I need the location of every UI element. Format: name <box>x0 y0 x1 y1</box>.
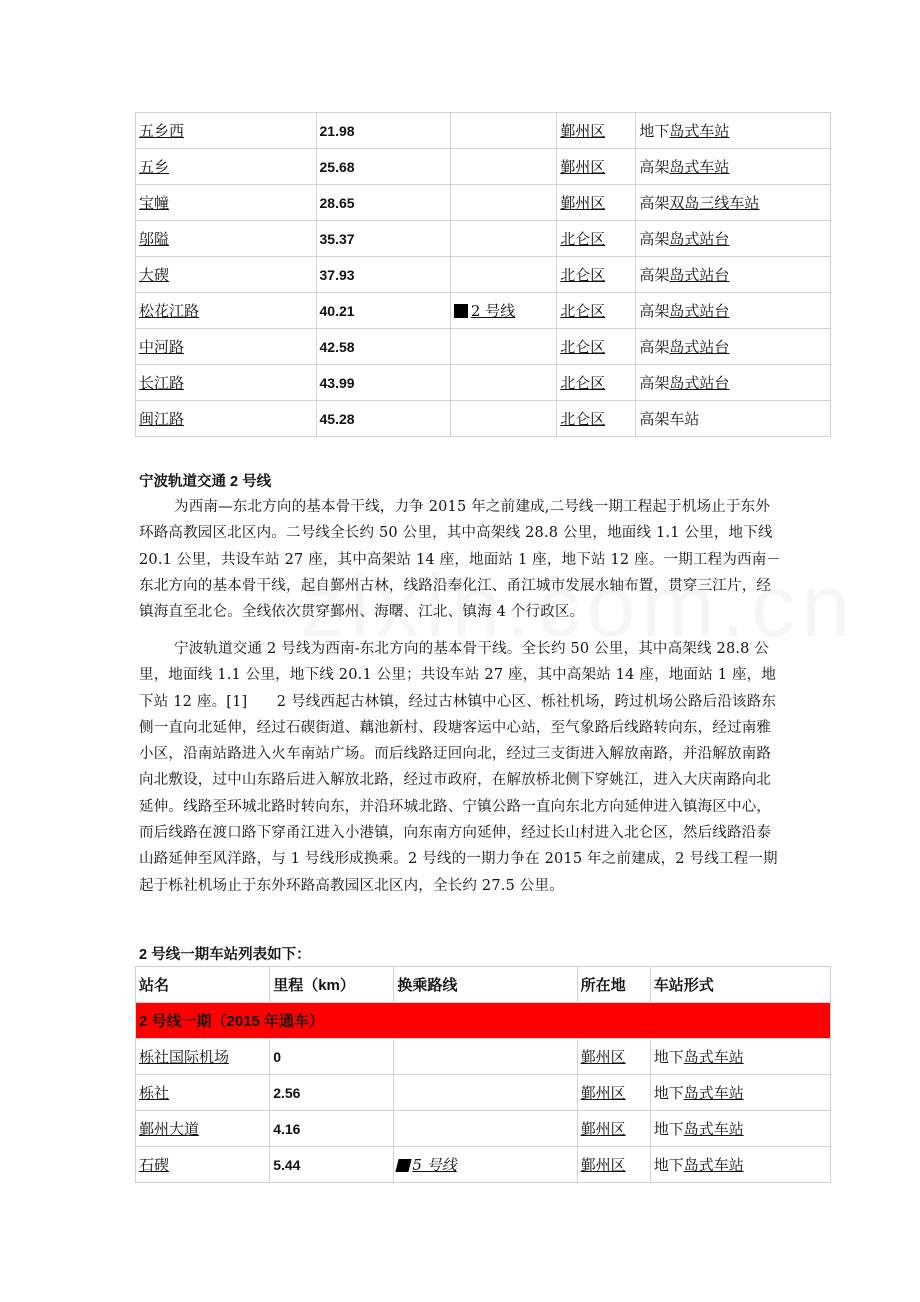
col-header-km: 里程（km） <box>270 967 394 1003</box>
table-row <box>136 365 831 401</box>
mileage-cell: 40.21 <box>316 293 450 329</box>
station-name-link[interactable]: 栎社 <box>139 1084 170 1102</box>
station-form-prefix: 高架 <box>639 194 670 212</box>
district-link[interactable]: 鄞州区 <box>560 194 606 212</box>
table-row <box>136 257 831 293</box>
station-name-link[interactable]: 邬隘 <box>139 230 170 248</box>
table-row <box>136 221 831 257</box>
mileage-cell: 35.37 <box>316 221 450 257</box>
transfer-cell <box>450 329 556 365</box>
mileage-cell: 25.68 <box>316 149 450 185</box>
transfer-line-link[interactable]: 2 号线 <box>470 302 516 320</box>
transfer-line-link[interactable]: 5 号线 <box>412 1156 457 1174</box>
station-form-link[interactable]: 岛式车站 <box>669 158 730 176</box>
station-name-cell <box>136 149 317 185</box>
district-link[interactable]: 鄞州区 <box>580 1120 626 1138</box>
transfer-cell <box>450 401 556 437</box>
station-name-cell <box>136 1147 270 1183</box>
table-row <box>136 149 831 185</box>
transfer-cell <box>394 1075 577 1111</box>
station-form-prefix: 地下 <box>653 1048 684 1066</box>
station-name-link[interactable]: 鄞州大道 <box>139 1120 200 1138</box>
district-cell <box>577 1075 650 1111</box>
section-heading-line2: 宁波轨道交通 2 号线 <box>139 474 272 490</box>
station-name-link[interactable]: 五乡西 <box>139 122 185 140</box>
station-name-cell <box>136 1075 270 1111</box>
station-name-link[interactable]: 宝幢 <box>139 194 170 212</box>
station-form-link[interactable]: 岛式站台 <box>669 266 730 284</box>
district-cell <box>557 329 636 365</box>
station-form-link[interactable]: 岛式站台 <box>669 302 730 320</box>
station-name-link[interactable]: 闽江路 <box>139 410 185 428</box>
station-name-link[interactable]: 栎社国际机场 <box>139 1048 230 1066</box>
table-row <box>136 329 831 365</box>
station-name-link[interactable]: 石碶 <box>139 1156 170 1174</box>
station-form-cell <box>636 113 831 149</box>
station-form-cell <box>636 149 831 185</box>
mileage-cell: 42.58 <box>316 329 450 365</box>
station-name-cell <box>136 1111 270 1147</box>
mileage-cell: 0 <box>270 1039 394 1075</box>
station-form-cell <box>636 185 831 221</box>
district-cell <box>577 1039 650 1075</box>
station-form-link[interactable]: 岛式车站 <box>683 1120 744 1138</box>
station-form-cell <box>636 329 831 365</box>
mileage-cell: 43.99 <box>316 365 450 401</box>
transfer-cell <box>450 365 556 401</box>
station-name-cell <box>136 257 317 293</box>
station-form-prefix: 高架 <box>639 230 670 248</box>
transfer-cell <box>450 221 556 257</box>
station-form-link[interactable]: 岛式车站 <box>669 122 730 140</box>
station-name-cell <box>136 401 317 437</box>
col-header-name: 站名 <box>136 967 270 1003</box>
paragraph-intro: 为西南—东北方向的基本骨干线，力争 2015 年之前建成,二号线一期工程起于机场止于东外环路高教园区北区内。二号线全长约 50 公里，其中高架线 28.8 公里，地面线 1.1 公里，地下线 20.1 公里，共设车站 27 座，其中高架站 14 座，地面站 1 座，地下站 12 座。一期工程为西南－东北方向的基本骨干线，起自鄞州古林，线路沿奉化江、甬江城市发展水轴布置，贯穿三江片，经镇海直至北仑。全线依次贯穿鄞州、海曙、江北、镇海 4 个行政区。 <box>139 499 782 621</box>
district-cell <box>557 185 636 221</box>
station-form-cell <box>650 1039 830 1075</box>
station-form-cell <box>636 221 831 257</box>
station-name-link[interactable]: 长江路 <box>139 374 185 392</box>
station-name-cell <box>136 185 317 221</box>
col-header-form: 车站形式 <box>650 967 830 1003</box>
station-form-prefix: 高架 <box>639 374 670 392</box>
station-name-link[interactable]: 中河路 <box>139 338 185 356</box>
table-row <box>136 185 831 221</box>
station-list-heading: 2 号线一期车站列表如下： <box>139 947 311 963</box>
district-link[interactable]: 北仑区 <box>560 230 606 248</box>
station-form-link[interactable]: 岛式车站 <box>683 1048 744 1066</box>
station-form-cell <box>650 1075 830 1111</box>
station-form-link[interactable]: 双岛三线车站 <box>669 194 760 212</box>
transfer-cell <box>450 113 556 149</box>
paragraph-detail: 宁波轨道交通 2 号线为西南-东北方向的基本骨干线。全长约 50 公里，其中高架线 28.8 公里，地面线 1.1 公里，地下线 20.1 公里；共设车站 27 座，其中高架站 14 座，地面站 1 座，地下站 12 座。[1] 2 号线西起古林镇，经过古林镇中心区、栎社机场，跨过机场公路后沿该路东侧一直向北延伸，经过石碶街道、藕池新村、段塘客运中心站，至气象路后线路转向东，经过南雅小区，沿南站路进入火车南站广场。而后线路迂回向北，经过三支街进入解放南路，并沿解放南路向北敷设，过中山东路后进入解放北路，经过市政府，在解放桥北侧下穿姚江，进入大庆南路向北延伸。线路至环城北路时转向东，并沿环城北路、宁镇公路一直向东北方向延伸进入镇海区中心，而后线路在渡口路下穿甬江进入小港镇，向东南方向延伸，经过长山村进入北仑区，然后线路沿泰山路延伸至风洋路，与 1 号线形成换乘。2 号线的一期力争在 2015 年之前建成，2 号线工程一期起于栎社机场止于东外环路高教园区北区内，全长约 27.5 公里。 <box>139 641 778 894</box>
district-cell <box>557 257 636 293</box>
station-name-cell <box>136 365 317 401</box>
transfer-cell <box>394 1147 577 1183</box>
district-link[interactable]: 鄞州区 <box>560 158 606 176</box>
table-row <box>136 1075 831 1111</box>
station-form-prefix: 高架 <box>639 266 670 284</box>
station-table-2 <box>135 966 831 1183</box>
station-name-cell <box>136 1039 270 1075</box>
district-link[interactable]: 鄞州区 <box>580 1084 626 1102</box>
section-label: 2 号线一期（2015 年通车） <box>136 1003 831 1039</box>
station-form-link[interactable]: 岛式站台 <box>669 230 730 248</box>
mileage-cell: 4.16 <box>270 1111 394 1147</box>
line-color-square-icon <box>454 304 468 318</box>
table-row <box>136 113 831 149</box>
table-row <box>136 293 831 329</box>
district-cell <box>577 1111 650 1147</box>
transfer-cell <box>450 293 556 329</box>
table-row <box>136 401 831 437</box>
table-row <box>136 1039 831 1075</box>
station-name-link[interactable]: 大碶 <box>139 266 170 284</box>
station-name-cell <box>136 113 317 149</box>
district-link[interactable]: 北仑区 <box>560 266 606 284</box>
transfer-cell <box>394 1111 577 1147</box>
station-name-link[interactable]: 松花江路 <box>139 302 200 320</box>
col-header-transfer: 换乘路线 <box>394 967 577 1003</box>
mileage-cell: 45.28 <box>316 401 450 437</box>
station-form-link[interactable]: 岛式站台 <box>669 338 730 356</box>
district-cell <box>557 293 636 329</box>
station-form-prefix: 高架 <box>639 302 670 320</box>
line-color-square-icon <box>396 1159 412 1172</box>
station-form-link[interactable]: 岛式站台 <box>669 374 730 392</box>
mileage-cell: 37.93 <box>316 257 450 293</box>
district-cell <box>557 221 636 257</box>
station-form-cell <box>650 1111 830 1147</box>
station-form-cell <box>650 1147 830 1183</box>
district-cell <box>577 1147 650 1183</box>
station-form-cell <box>636 257 831 293</box>
station-form-link[interactable]: 岛式车站 <box>683 1156 744 1174</box>
district-cell <box>557 365 636 401</box>
section-row <box>136 1003 831 1039</box>
station-form-prefix: 地下 <box>639 122 670 140</box>
mileage-cell: 2.56 <box>270 1075 394 1111</box>
station-form-prefix: 高架 <box>639 158 670 176</box>
station-form-link[interactable]: 岛式车站 <box>683 1084 744 1102</box>
district-link[interactable]: 鄞州区 <box>580 1048 626 1066</box>
transfer-cell <box>394 1039 577 1075</box>
transfer-cell <box>450 149 556 185</box>
station-name-cell <box>136 221 317 257</box>
district-link[interactable]: 北仑区 <box>560 338 606 356</box>
district-link[interactable]: 北仑区 <box>560 374 606 392</box>
station-form-cell <box>636 365 831 401</box>
station-form-cell <box>636 293 831 329</box>
transfer-cell <box>450 257 556 293</box>
table-header-row <box>136 967 831 1003</box>
station-form-prefix: 地下 <box>653 1156 684 1174</box>
district-cell <box>557 113 636 149</box>
station-form-cell: 高架车站 <box>636 401 831 437</box>
district-cell <box>557 149 636 185</box>
district-link[interactable]: 北仑区 <box>560 410 606 428</box>
table-row <box>136 1111 831 1147</box>
district-link[interactable]: 北仑区 <box>560 302 606 320</box>
station-table-1 <box>135 112 831 437</box>
station-name-cell <box>136 329 317 365</box>
table-row <box>136 1147 831 1183</box>
mileage-cell: 21.98 <box>316 113 450 149</box>
district-link[interactable]: 鄞州区 <box>560 122 606 140</box>
station-name-cell <box>136 293 317 329</box>
mileage-cell: 5.44 <box>270 1147 394 1183</box>
district-cell <box>557 401 636 437</box>
mileage-cell: 28.65 <box>316 185 450 221</box>
station-form-prefix: 地下 <box>653 1084 684 1102</box>
station-form-prefix: 高架 <box>639 338 670 356</box>
station-name-link[interactable]: 五乡 <box>139 158 170 176</box>
district-link[interactable]: 鄞州区 <box>580 1156 626 1174</box>
col-header-district: 所在地 <box>577 967 650 1003</box>
transfer-cell <box>450 185 556 221</box>
station-form-prefix: 地下 <box>653 1120 684 1138</box>
